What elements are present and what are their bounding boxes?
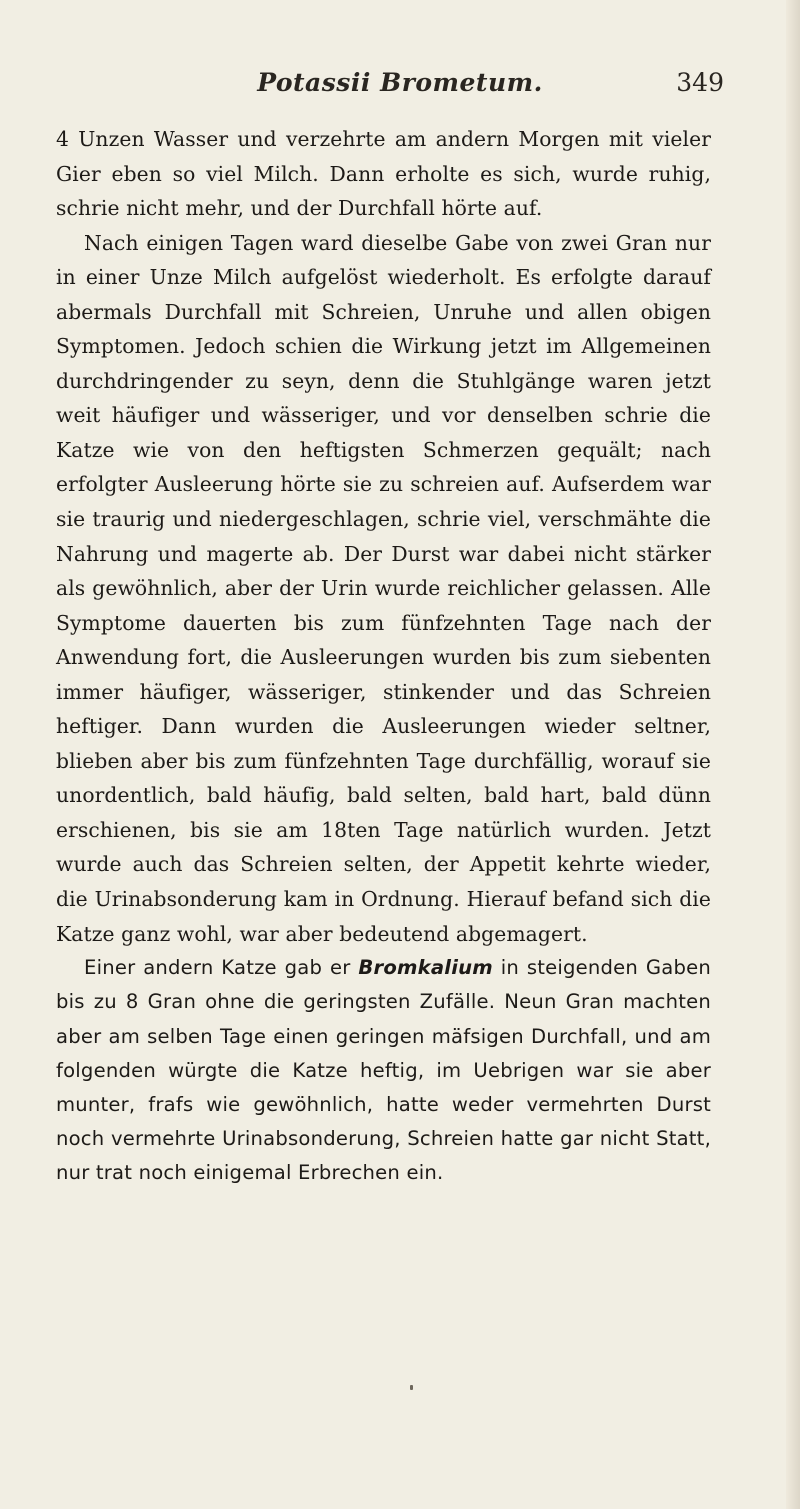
ink-speck [410,1385,413,1390]
running-title: Potassii Brometum. [257,68,543,97]
paragraph-2: Nach einigen Tagen ward dieselbe Gabe von zwei Gran nur in einer Unze Milch aufgelöst wiederholt. Es erfolgte darauf abermals Durchfall mit Schreien, Unruhe und allen obigen Symptomen. Jedoch schien die Wirkung jetzt im Allgemeinen durchdringender zu seyn, denn die Stuhlgänge waren jetzt weit häufiger und wässeriger, und vor denselben schrie die Katze wie von den heftigsten Schmerzen gequält; nach erfolgter Ausleerung hörte sie zu schreien auf. Aufserdem war sie traurig und niedergeschlagen, schrie viel, verschmähte die Nahrung und magerte ab. Der Durst war dabei nicht stärker als gewöhnlich, aber der Urin wurde reichlicher gelassen. Alle Symptome dauerten bis zum fünfzehnten Tage nach der Anwendung fort, die Ausleerungen wurden bis zum siebenten immer häufiger, wässeriger, stinkender und das Schreien heftiger. Dann wurden die Ausleerungen wieder seltner, blieben aber bis zum fünfzehnten Tage durchfällig, worauf sie unordentlich, bald häufig, bald selten, bald hart, bald dünn erschienen, bis sie am 18ten Tage natürlich wurden. Jetzt wurde auch das Schreien selten, der Appetit kehrte wieder, die Urinabsonderung kam in Ordnung. Hierauf befand sich die Katze ganz wohl, war aber bedeutend abgemagert. [56,230,711,946]
paragraph-1: 4 Unzen Wasser und verzehrte am andern Morgen mit vieler Gier eben so viel Milch. Dann erholte es sich, wurde ruhig, schrie nicht mehr, und der Durchfall hörte auf. [56,127,711,221]
body-text [56,122,711,1191]
paragraph-3-text-before: Einer andern Katze gab er [84,956,351,980]
paragraph-3 [56,951,711,1190]
page-spine-shadow [786,0,800,1509]
paragraph-3-text-after: in steigenden Gaben bis zu 8 Gran ohne die geringsten Zufälle. Neun Gran machten aber am selben Tage einen geringen mäfsigen Durchfall, und am folgenden würgte die Katze heftig, im Uebrigen war sie aber munter, frafs wie gewöhnlich, hatte weder vermehrten Durst noch vermehrte Urinabsonderung, Schreien hatte gar nicht Statt, nur trat noch einigemal Erbrechen ein. [56,956,711,1185]
bromkalium-emphasis: Bromkalium [358,956,493,980]
page-number: 349 [676,68,724,97]
page-header [60,68,740,108]
